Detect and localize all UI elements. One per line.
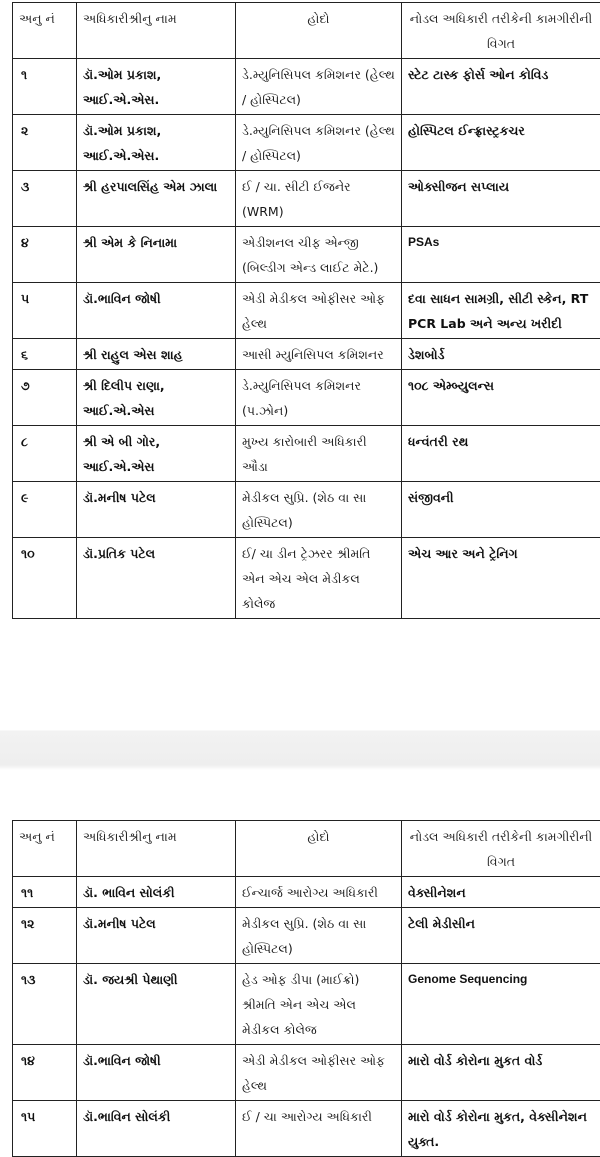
nodal-duty: હોસ્પિટલ ઈન્ફ્રાસ્ટ્રકચર bbox=[402, 115, 600, 171]
header-designation: હોદો bbox=[236, 3, 402, 59]
officer-name: ડૉ.ભાવિન જોષી bbox=[77, 283, 236, 339]
officer-designation: ડે.મ્યુનિસિપલ કમિશનર (પ.ઝોન) bbox=[236, 370, 402, 426]
officer-designation: ઈ/ ચા ડીન ટ્રેઝરર શ્રીમતિ એન એચ એલ મેડીકલ કોલેજ bbox=[236, 538, 402, 619]
nodal-duty: Genome Sequencing bbox=[402, 964, 600, 1045]
serial-number: ૧૩ bbox=[13, 964, 77, 1045]
document-page-2 bbox=[0, 818, 600, 1146]
nodal-duty: PSAs bbox=[402, 227, 600, 283]
officer-name: ડૉ.પ્રતિક પટેલ bbox=[77, 538, 236, 619]
table-row bbox=[13, 171, 600, 227]
table-row bbox=[13, 370, 600, 426]
officer-designation: એડીશનલ ચીફ એન્જી (બિલ્ડીગ એન્ડ લાઈટ મેટે.) bbox=[236, 227, 402, 283]
table-row bbox=[13, 59, 600, 115]
officer-name: શ્રી એ બી ગોર, આઈ.એ.એસ bbox=[77, 426, 236, 482]
officer-designation: એડી મેડીકલ ઓફીસર ઓફ હેલ્થ bbox=[236, 283, 402, 339]
serial-number: ૮ bbox=[13, 426, 77, 482]
officer-name: શ્રી રાહુલ એસ શાહ bbox=[77, 339, 236, 370]
serial-number: ૧૧ bbox=[13, 877, 77, 908]
officer-name: શ્રી હરપાલસિંહ એમ ઝાલા bbox=[77, 171, 236, 227]
table-row bbox=[13, 538, 600, 619]
officer-designation: હેડ ઓફ ડીપા (માઈક્રો) શ્રીમતિ એન એચ એલ મેડીકલ કોલેજ bbox=[236, 964, 402, 1045]
nodal-duty: ધન્વંતરી રથ bbox=[402, 426, 600, 482]
header-nodal-duty: નોડલ અધિકારી તરીકેની કામગીરીની વિગત bbox=[402, 821, 600, 877]
nodal-officers-table-1 bbox=[12, 2, 600, 619]
nodal-duty: સ્ટેટ ટાસ્ક ફોર્સ ઓન કોવિડ bbox=[402, 59, 600, 115]
officer-designation: મેડીકલ સુપ્રિ. (શેઠ વા સા હોસ્પિટલ) bbox=[236, 482, 402, 538]
officer-designation: ઈ / ચા આરોગ્ય અધિકારી bbox=[236, 1101, 402, 1157]
officer-name: ડૉ.ઓમ પ્રકાશ, આઈ.એ.એસ. bbox=[77, 115, 236, 171]
serial-number: ૨ bbox=[13, 115, 77, 171]
table-row bbox=[13, 908, 600, 964]
officer-name: શ્રી એમ કે નિનામા bbox=[77, 227, 236, 283]
officer-name: ડૉ.મનીષ પટેલ bbox=[77, 482, 236, 538]
header-nodal-duty: નોડલ અધિકારી તરીકેની કામગીરીની વિગત bbox=[402, 3, 600, 59]
header-designation: હોદો bbox=[236, 821, 402, 877]
nodal-duty: સંજીવની bbox=[402, 482, 600, 538]
table-row bbox=[13, 115, 600, 171]
serial-number: ૭ bbox=[13, 370, 77, 426]
nodal-duty: ટેલી મેડીસીન bbox=[402, 908, 600, 964]
header-officer-name: અધિકારીશ્રીનુ નામ bbox=[77, 3, 236, 59]
nodal-officers-table-2 bbox=[12, 820, 600, 1157]
serial-number: ૧૦ bbox=[13, 538, 77, 619]
header-serial: અનુ નં bbox=[13, 3, 77, 59]
officer-name: ડૉ.મનીષ પટેલ bbox=[77, 908, 236, 964]
table-row bbox=[13, 339, 600, 370]
officer-name: ડૉ. ભાવિન સોલંકી bbox=[77, 877, 236, 908]
serial-number: ૪ bbox=[13, 227, 77, 283]
serial-number: ૧૪ bbox=[13, 1045, 77, 1101]
officer-name: શ્રી દિલીપ રાણા, આઈ.એ.એસ bbox=[77, 370, 236, 426]
nodal-duty: મારો વોર્ડ કોરોના મુકત વોર્ડ bbox=[402, 1045, 600, 1101]
officer-name: ડૉ.ભાવિન સોલંકી bbox=[77, 1101, 236, 1157]
officer-designation: ડે.મ્યુનિસિપલ કમિશનર (હેલ્થ / હોસ્પિટલ) bbox=[236, 59, 402, 115]
header-officer-name: અધિકારીશ્રીનુ નામ bbox=[77, 821, 236, 877]
officer-designation: ઈ / ચા. સીટી ઈજનેર (WRM) bbox=[236, 171, 402, 227]
table-row bbox=[13, 1101, 600, 1157]
serial-number: ૧૫ bbox=[13, 1101, 77, 1157]
table-row bbox=[13, 283, 600, 339]
officer-designation: મેડીકલ સુપ્રિ. (શેઠ વા સા હોસ્પિટલ) bbox=[236, 908, 402, 964]
table-row bbox=[13, 1045, 600, 1101]
nodal-duty: દવા સાધન સામગ્રી, સીટી સ્કેન, RT PCR Lab અને અન્ય ખરીદી bbox=[402, 283, 600, 339]
nodal-duty: ૧૦૮ એમ્બ્યુલન્સ bbox=[402, 370, 600, 426]
table-row bbox=[13, 227, 600, 283]
serial-number: ૩ bbox=[13, 171, 77, 227]
officer-name: ડૉ.ઓમ પ્રકાશ, આઈ.એ.એસ. bbox=[77, 59, 236, 115]
officer-name: ડૉ. જયશ્રી પેથાણી bbox=[77, 964, 236, 1045]
table-row bbox=[13, 964, 600, 1045]
officer-name: ડૉ.ભાવિન જોષી bbox=[77, 1045, 236, 1101]
serial-number: ૧૨ bbox=[13, 908, 77, 964]
nodal-duty: વેક્સીનેશન bbox=[402, 877, 600, 908]
table-header-row bbox=[13, 821, 600, 877]
page-separator bbox=[0, 690, 600, 818]
serial-number: ૧ bbox=[13, 59, 77, 115]
table-row bbox=[13, 426, 600, 482]
serial-number: ૯ bbox=[13, 482, 77, 538]
officer-designation: ડે.મ્યુનિસિપલ કમિશનર (હેલ્થ / હોસ્પિટલ) bbox=[236, 115, 402, 171]
nodal-duty: મારો વોર્ડ કોરોના મુકત, વેક્સીનેશન યુક્ત. bbox=[402, 1101, 600, 1157]
serial-number: ૬ bbox=[13, 339, 77, 370]
table-row bbox=[13, 877, 600, 908]
officer-designation: ઈન્ચાર્જ આરોગ્ય અધિકારી bbox=[236, 877, 402, 908]
table-header-row bbox=[13, 3, 600, 59]
nodal-duty: એચ આર અને ટ્રેનિગ bbox=[402, 538, 600, 619]
nodal-duty: ડેશબોર્ડ bbox=[402, 339, 600, 370]
nodal-duty: ઓક્સીજન સપ્લાય bbox=[402, 171, 600, 227]
officer-designation: મુખ્ય કારોબારી અધિકારી ઔડા bbox=[236, 426, 402, 482]
serial-number: ૫ bbox=[13, 283, 77, 339]
officer-designation: આસી મ્યુનિસિપલ કમિશનર bbox=[236, 339, 402, 370]
table-row bbox=[13, 482, 600, 538]
officer-designation: એડી મેડીકલ ઓફીસર ઓફ હેલ્થ bbox=[236, 1045, 402, 1101]
header-serial: અનુ નં bbox=[13, 821, 77, 877]
